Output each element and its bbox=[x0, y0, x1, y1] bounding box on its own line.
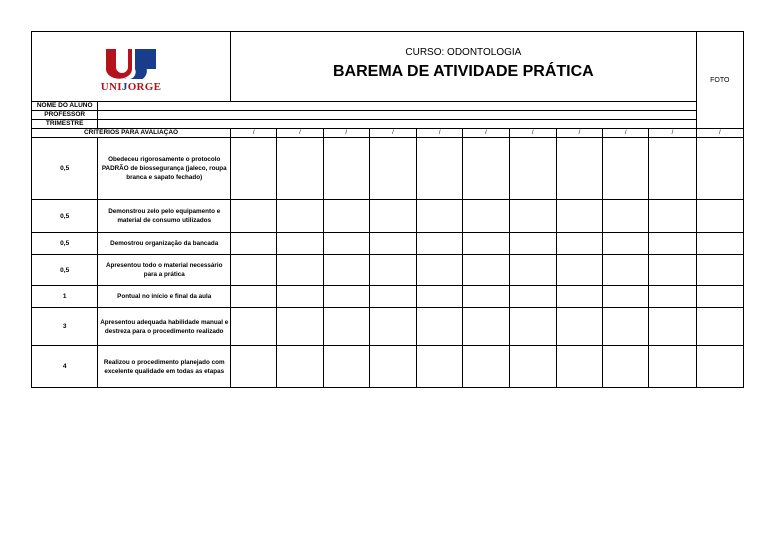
grade-cell[interactable] bbox=[603, 255, 649, 286]
grade-cell[interactable] bbox=[231, 308, 277, 346]
grade-cell[interactable] bbox=[649, 346, 696, 388]
date-cell[interactable]: / bbox=[696, 129, 743, 138]
grade-cell[interactable] bbox=[649, 200, 696, 233]
grade-cell[interactable] bbox=[696, 286, 743, 308]
field-value-student[interactable] bbox=[98, 102, 696, 111]
date-cell[interactable]: / bbox=[369, 129, 416, 138]
grade-cell[interactable] bbox=[649, 286, 696, 308]
criteria-description: Realizou o procedimento planejado com excelente qualidade em todas as etapas bbox=[98, 346, 231, 388]
criteria-description: Pontual no início e final da aula bbox=[98, 286, 231, 308]
barema-table bbox=[31, 31, 744, 388]
criteria-row bbox=[32, 308, 744, 346]
criteria-row bbox=[32, 255, 744, 286]
criteria-row bbox=[32, 286, 744, 308]
photo-label: FOTO bbox=[710, 76, 730, 84]
date-cell[interactable]: / bbox=[509, 129, 556, 138]
date-cell[interactable]: / bbox=[649, 129, 696, 138]
grade-cell[interactable] bbox=[556, 346, 602, 388]
grade-cell[interactable] bbox=[603, 308, 649, 346]
grade-cell[interactable] bbox=[603, 346, 649, 388]
photo-box bbox=[696, 32, 743, 129]
grade-cell[interactable] bbox=[323, 233, 369, 255]
criteria-score: 1 bbox=[32, 286, 98, 308]
grade-cell[interactable] bbox=[509, 346, 556, 388]
criteria-row bbox=[32, 138, 744, 200]
criteria-score: 0,5 bbox=[32, 200, 98, 233]
grade-cell[interactable] bbox=[369, 286, 416, 308]
grade-cell[interactable] bbox=[417, 233, 463, 255]
grade-cell[interactable] bbox=[603, 200, 649, 233]
criteria-description: Demostrou organização da bancada bbox=[98, 233, 231, 255]
grade-cell[interactable] bbox=[603, 138, 649, 200]
date-cell[interactable]: / bbox=[231, 129, 277, 138]
grade-cell[interactable] bbox=[509, 255, 556, 286]
grade-cell[interactable] bbox=[277, 233, 323, 255]
grade-cell[interactable] bbox=[369, 200, 416, 233]
grade-cell[interactable] bbox=[556, 286, 602, 308]
criteria-description: Apresentou adequada habilidade manual e destreza para o procedimento realizado bbox=[98, 308, 231, 346]
course-label: CURSO: ODONTOLOGIA bbox=[405, 46, 522, 58]
grade-cell[interactable] bbox=[231, 255, 277, 286]
grade-cell[interactable] bbox=[323, 286, 369, 308]
grade-cell[interactable] bbox=[417, 286, 463, 308]
grade-cell[interactable] bbox=[323, 346, 369, 388]
field-label-trimester: TRIMESTRE bbox=[32, 120, 98, 129]
grade-cell[interactable] bbox=[417, 138, 463, 200]
grade-cell[interactable] bbox=[696, 255, 743, 286]
grade-cell[interactable] bbox=[603, 286, 649, 308]
grade-cell[interactable] bbox=[509, 308, 556, 346]
date-cell[interactable]: / bbox=[603, 129, 649, 138]
grade-cell[interactable] bbox=[277, 286, 323, 308]
grade-cell[interactable] bbox=[463, 286, 509, 308]
grade-cell[interactable] bbox=[369, 233, 416, 255]
grade-cell[interactable] bbox=[417, 255, 463, 286]
grade-cell[interactable] bbox=[463, 308, 509, 346]
grade-cell[interactable] bbox=[696, 346, 743, 388]
page-title: BAREMA DE ATIVIDADE PRÁTICA bbox=[332, 62, 594, 80]
grade-cell[interactable] bbox=[369, 346, 416, 388]
barema-sheet bbox=[31, 31, 744, 388]
field-label-professor: PROFESSOR bbox=[32, 111, 98, 120]
grade-cell[interactable] bbox=[696, 200, 743, 233]
grade-cell[interactable] bbox=[696, 138, 743, 200]
criteria-score: 4 bbox=[32, 346, 98, 388]
grade-cell[interactable] bbox=[696, 233, 743, 255]
grade-cell[interactable] bbox=[277, 200, 323, 233]
grade-cell[interactable] bbox=[509, 200, 556, 233]
field-label-student: NOME DO ALUNO bbox=[32, 102, 98, 111]
grade-cell[interactable] bbox=[649, 233, 696, 255]
criteria-row bbox=[32, 233, 744, 255]
field-value-professor[interactable] bbox=[98, 111, 696, 120]
grade-cell[interactable] bbox=[556, 255, 602, 286]
grade-cell[interactable] bbox=[231, 138, 277, 200]
grade-cell[interactable] bbox=[463, 346, 509, 388]
grade-cell[interactable] bbox=[369, 308, 416, 346]
criteria-row bbox=[32, 200, 744, 233]
date-cell[interactable]: / bbox=[417, 129, 463, 138]
grade-cell[interactable] bbox=[417, 200, 463, 233]
criteria-row bbox=[32, 346, 744, 388]
grade-cell[interactable] bbox=[509, 233, 556, 255]
date-cell[interactable]: / bbox=[323, 129, 369, 138]
criteria-score: 3 bbox=[32, 308, 98, 346]
grade-cell[interactable] bbox=[231, 346, 277, 388]
date-cell[interactable]: / bbox=[556, 129, 602, 138]
criteria-score: 0,5 bbox=[32, 255, 98, 286]
title-block bbox=[231, 32, 697, 102]
grade-cell[interactable] bbox=[323, 255, 369, 286]
criteria-description: Obedeceu rigorosamente o protocolo PADRÃO de biossegurança (jaleco, roupa branca e sapato fechado) bbox=[98, 138, 231, 200]
criteria-header: CRITÉRIOS PARA AVALIAÇÃO bbox=[32, 129, 231, 138]
grade-cell[interactable] bbox=[649, 138, 696, 200]
logo-text: UNIJORGE bbox=[100, 80, 162, 93]
grade-cell[interactable] bbox=[556, 233, 602, 255]
grade-cell[interactable] bbox=[277, 255, 323, 286]
grade-cell[interactable] bbox=[696, 308, 743, 346]
criteria-description: Demonstrou zelo pelo equipamento e material de consumo utilizados bbox=[98, 200, 231, 233]
criteria-score: 0,5 bbox=[32, 138, 98, 200]
grade-cell[interactable] bbox=[231, 233, 277, 255]
grade-cell[interactable] bbox=[323, 308, 369, 346]
grade-cell[interactable] bbox=[603, 233, 649, 255]
grade-cell[interactable] bbox=[649, 308, 696, 346]
grade-cell[interactable] bbox=[231, 286, 277, 308]
grade-cell[interactable] bbox=[556, 200, 602, 233]
grade-cell[interactable] bbox=[463, 138, 509, 200]
grade-cell[interactable] bbox=[323, 138, 369, 200]
grade-cell[interactable] bbox=[463, 255, 509, 286]
grade-cell[interactable] bbox=[509, 138, 556, 200]
date-cell[interactable]: / bbox=[277, 129, 323, 138]
grade-cell[interactable] bbox=[509, 286, 556, 308]
logo bbox=[32, 32, 231, 102]
grade-cell[interactable] bbox=[369, 255, 416, 286]
grade-cell[interactable] bbox=[323, 200, 369, 233]
grade-cell[interactable] bbox=[556, 308, 602, 346]
grade-cell[interactable] bbox=[556, 138, 602, 200]
grade-cell[interactable] bbox=[369, 138, 416, 200]
grade-cell[interactable] bbox=[277, 308, 323, 346]
grade-cell[interactable] bbox=[277, 138, 323, 200]
grade-cell[interactable] bbox=[463, 233, 509, 255]
grade-cell[interactable] bbox=[417, 308, 463, 346]
grade-cell[interactable] bbox=[277, 346, 323, 388]
field-value-trimester[interactable] bbox=[98, 120, 696, 129]
unijorge-logo-mark bbox=[32, 47, 230, 79]
grade-cell[interactable] bbox=[231, 200, 277, 233]
criteria-description: Apresentou todo o material necessário para a prática bbox=[98, 255, 231, 286]
date-cell[interactable]: / bbox=[463, 129, 509, 138]
criteria-score: 0,5 bbox=[32, 233, 98, 255]
grade-cell[interactable] bbox=[649, 255, 696, 286]
grade-cell[interactable] bbox=[463, 200, 509, 233]
grade-cell[interactable] bbox=[417, 346, 463, 388]
